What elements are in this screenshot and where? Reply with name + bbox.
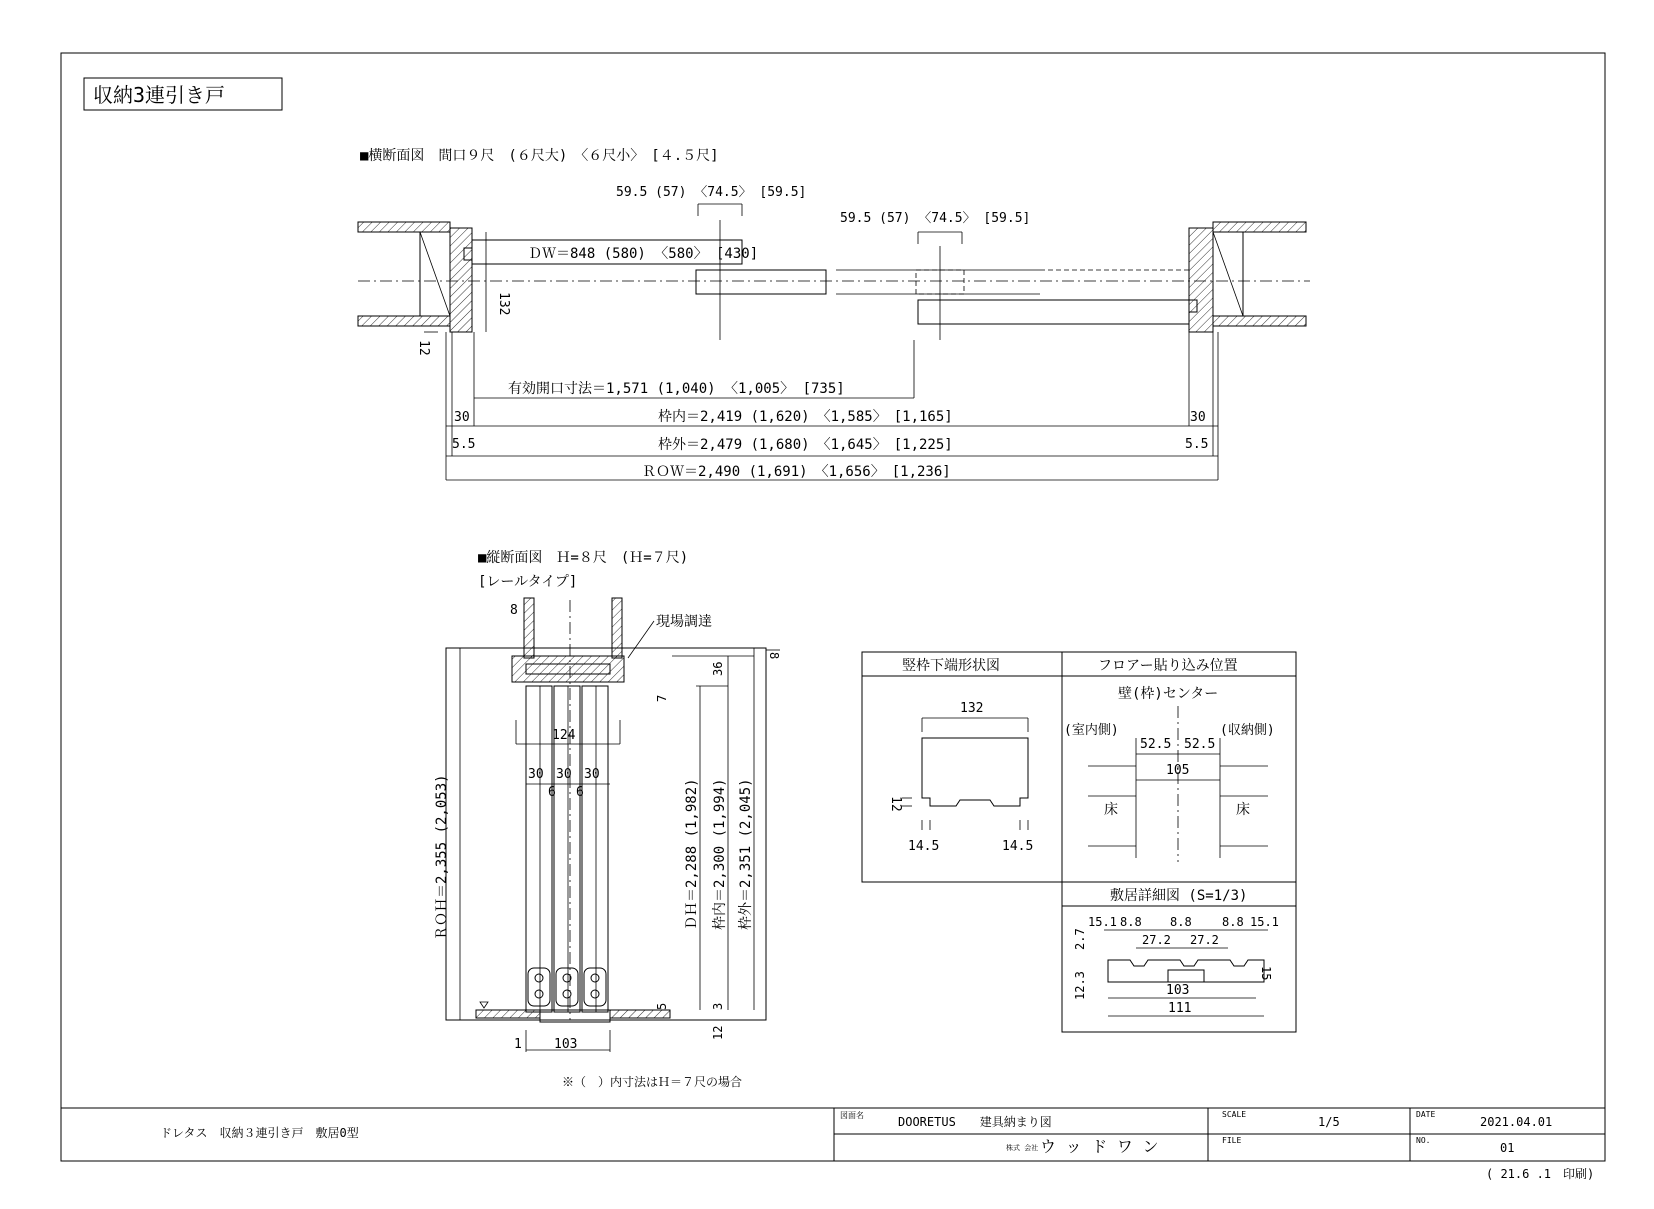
plan-heading: ■横断面図 間口９尺 (６尺大) 〈６尺小〉 [４.５尺]: [360, 148, 719, 164]
section-right-gap: 8: [767, 652, 781, 660]
title-box: [84, 78, 282, 110]
section-w124: 124: [552, 728, 576, 743]
plan-side-55-right: 5.5: [1185, 437, 1209, 452]
plan-outer: 枠外＝2,479 (1,680) 〈1,645〉 [1,225]: [658, 437, 953, 453]
frame-bottom-w145-right: 14.5: [1002, 839, 1034, 854]
section-inner-h: 枠内＝2,300 (1,994): [712, 778, 728, 930]
detail-boxes: [862, 652, 1296, 1032]
sill-d151-left: 15.1: [1088, 915, 1117, 929]
plan-opening: 有効開口寸法＝1,571 (1,040) 〈1,005〉 [735]: [508, 381, 845, 397]
section-d5: 5: [655, 1002, 669, 1010]
plan-side-55-left: 5.5: [452, 437, 476, 452]
section-w30-a: 30: [528, 767, 544, 782]
sill-d151-right: 15.1: [1250, 915, 1279, 929]
plan-side-30-right: 30: [1190, 410, 1206, 425]
tb-scale-label: SCALE: [1222, 1110, 1247, 1119]
plan-section: [358, 147, 1310, 480]
title-block: [61, 1108, 1605, 1181]
sill-heading: 敷居詳細図 (S=1/3): [1110, 888, 1248, 904]
plan-depth: 132: [496, 292, 511, 316]
section-outer-h: 枠外＝2,351 (2,045): [738, 778, 754, 930]
floor-room: (室内側): [1064, 723, 1119, 738]
floor-w525-right: 52.5: [1184, 737, 1216, 752]
sill-d272-left: 27.2: [1142, 933, 1171, 947]
section-w30-b: 30: [556, 767, 572, 782]
sill-d27: 2.7: [1073, 928, 1087, 950]
section-heading: ■縦断面図 Ｈ=８尺 (Ｈ=７尺): [478, 550, 689, 566]
tb-date: 2021.04.01: [1480, 1115, 1553, 1129]
section-w6-a: 6: [548, 785, 556, 800]
section-d1: 1: [514, 1037, 522, 1052]
sill-d272-right: 27.2: [1190, 933, 1219, 947]
frame-bottom-heading: 竪枠下端形状図: [902, 658, 1000, 674]
tb-no: 01: [1500, 1141, 1515, 1155]
floor-w525-left: 52.5: [1140, 737, 1172, 752]
floor-w105: 105: [1166, 763, 1190, 778]
vertical-section: [434, 550, 781, 1089]
plan-pull-left: 59.5 (57) 〈74.5〉 [59.5]: [616, 185, 807, 200]
plan-dw: ＤＷ＝848 (580) 〈580〉 [430]: [528, 246, 759, 262]
tb-print-note: ( 21.6 .1 印刷): [1486, 1167, 1595, 1181]
section-w6-b: 6: [576, 785, 584, 800]
section-d3: 3: [711, 1002, 725, 1010]
floor-label-right: 床: [1236, 802, 1250, 818]
sill-w111: 111: [1168, 1001, 1192, 1016]
floor-heading: フロアー貼り込み位置: [1098, 658, 1238, 674]
frame-bottom-w145-left: 14.5: [908, 839, 940, 854]
page-title: 収納3連引き戸: [93, 83, 226, 107]
plan-gap: 12: [416, 340, 431, 356]
section-d36: 36: [711, 661, 725, 676]
section-d12: 12: [711, 1025, 725, 1040]
sill-d15: 15: [1259, 966, 1273, 981]
section-roh: ＲＯＨ＝2,355 (2,053): [434, 774, 450, 940]
floor-center: 壁(枠)センター: [1118, 686, 1219, 702]
tb-drawing-name: DOORETUS 建具納まり図: [898, 1115, 1052, 1129]
sill-d88-a: 8.8: [1120, 915, 1142, 929]
section-d7: 7: [655, 694, 669, 702]
tb-date-label: DATE: [1416, 1110, 1436, 1119]
floor-storage: (収納側): [1220, 723, 1275, 738]
sill-w103: 103: [1166, 983, 1190, 998]
sill-d123: 12.3: [1073, 971, 1087, 1000]
tb-company-prefix: 株式 会社: [1006, 1144, 1039, 1152]
tb-file-label: FILE: [1222, 1136, 1242, 1145]
tb-drawing-name-label: 図面名: [840, 1111, 864, 1120]
plan-row: ＲＯＷ＝2,490 (1,691) 〈1,656〉 [1,236]: [642, 464, 951, 480]
section-note: ※（ ）内寸法はＨ＝７尺の場合: [562, 1075, 743, 1089]
sill-d88-c: 8.8: [1222, 915, 1244, 929]
tb-product: ドレタス 収納３連引き戸 敷居0型: [160, 1126, 359, 1140]
frame-bottom-w132: 132: [960, 701, 984, 716]
section-w103: 103: [554, 1037, 578, 1052]
plan-pull-right: 59.5 (57) 〈74.5〉 [59.5]: [840, 211, 1031, 226]
section-top-gap: 8: [510, 603, 518, 618]
sheet-border: [61, 53, 1605, 1161]
section-field: 現場調達: [656, 614, 712, 630]
plan-side-30-left: 30: [454, 410, 470, 425]
floor-label-left: 床: [1104, 802, 1118, 818]
section-w30-c: 30: [584, 767, 600, 782]
plan-inner: 枠内＝2,419 (1,620) 〈1,585〉 [1,165]: [658, 409, 953, 425]
section-rail-type: [レールタイプ]: [478, 574, 578, 590]
frame-bottom-h12: 12: [888, 796, 903, 812]
sill-d88-b: 8.8: [1170, 915, 1192, 929]
tb-no-label: NO.: [1416, 1136, 1431, 1145]
tb-company: ウ ッ ド ワ ン: [1040, 1137, 1159, 1156]
section-dh: ＤＨ＝2,288 (1,982): [684, 778, 700, 930]
tb-scale: 1/5: [1318, 1115, 1340, 1129]
